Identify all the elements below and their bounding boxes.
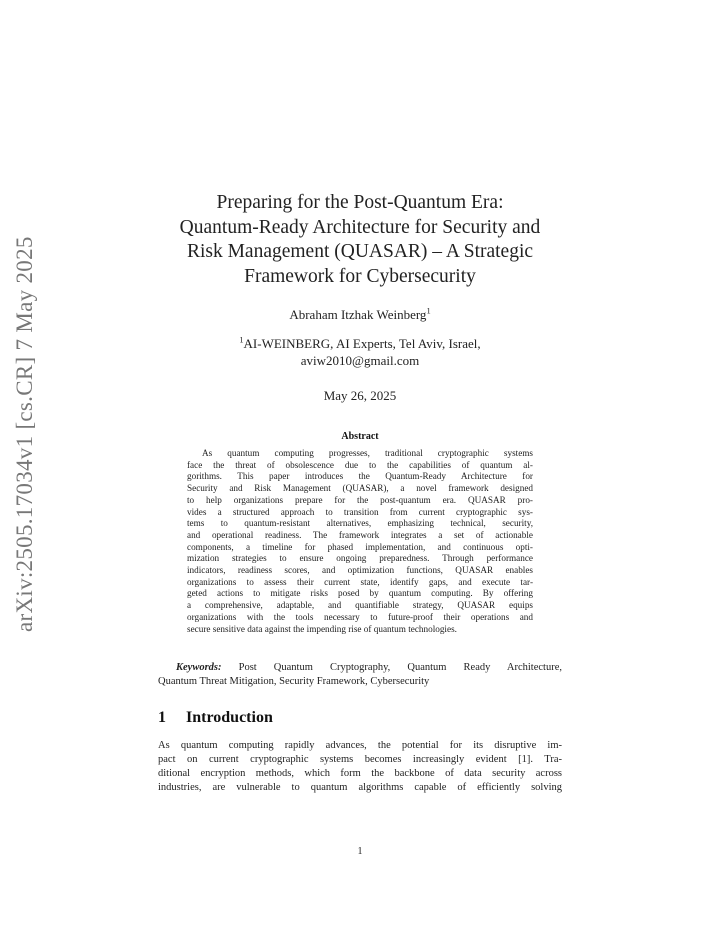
abstract-line: organizations to assess their current state, identify gaps, and execute tar- [187,576,533,587]
paper-date: May 26, 2025 [323,388,397,403]
author-name: Abraham Itzhak Weinberg [289,307,427,322]
abstract-line: components, a timeline for phased implementation, and continuous opti- [187,541,533,552]
body-line: industries, are vulnerable to quantum algorithms capable of efficiently solving [158,782,562,793]
arxiv-identifier-stamp[interactable]: arXiv:2505.17034v1 [cs.CR] 7 May 2025 [12,236,37,632]
abstract-body [187,448,533,635]
author-affiliation-mark: 1 [426,305,431,316]
abstract-line: and operational readiness. The framework integrates a set of actionable [187,529,533,540]
paper-title [160,191,560,289]
keywords-line: Quantum Threat Mitigation, Security Framework, Cybersecurity [158,676,430,687]
affiliation [160,335,560,369]
abstract-line: tems to quantum-resistant alternatives, emphasizing technical, security, [187,518,533,529]
abstract-line: mization strategies to ensure ongoing preparedness. Through performance [187,553,533,564]
abstract-line: indicators, readiness scores, and optimization functions, QUASAR enables [187,565,533,576]
affiliation-text: AI-WEINBERG, AI Experts, Tel Aviv, Israel, [243,336,481,351]
page-number: 1 [357,846,363,857]
abstract-line: secure sensitive data against the impending rise of quantum technologies. [187,623,457,634]
abstract-line: As quantum computing progresses, traditional cryptographic systems [202,448,533,458]
title-line: Quantum-Ready Architecture for Security and [179,216,541,238]
abstract-line: face the threat of obsolescence due to the capabilities of quantum al- [187,459,533,470]
keywords-block [158,661,562,689]
abstract-line: to help organizations prepare for the post-quantum era. QUASAR pro- [187,494,533,505]
body-line: ditional encryption methods, which form the backbone of data security across [158,768,562,779]
title-line: Preparing for the Post-Quantum Era: [216,192,504,213]
abstract-heading: Abstract [341,431,379,442]
abstract-line: vides a structured approach to transition from current cryptographic sys- [187,506,533,517]
abstract-line: a comprehensive, adaptable, and quantifiable strategy, QUASAR equips [187,600,533,611]
section-title-text: Introduction [186,709,273,726]
title-line: Framework for Cybersecurity [244,265,476,287]
abstract-line: organizations with the tools necessary to future-proof their operations and [187,611,533,622]
section-heading [158,709,562,727]
author-line [160,307,560,323]
body-line: pact on current cryptographic systems becomes increasingly evident [1]. Tra- [158,754,562,765]
author-email[interactable]: aviw2010@gmail.com [300,353,420,368]
keywords-text: Post Quantum Cryptography, Quantum Ready Architecture, [238,662,562,673]
title-line: Risk Management (QUASAR) – A Strategic [186,241,534,262]
body-line: As quantum computing rapidly advances, the potential for its disruptive im- [158,740,562,751]
keywords-line [158,661,562,675]
abstract-line: Security and Risk Management (QUASAR), a novel framework designed [187,483,533,494]
affiliation-mark: 1 [239,334,244,345]
abstract-line: gorithms. This paper introduces the Quantum-Ready Architecture for [187,471,533,482]
section-number: 1 [158,709,166,726]
affiliation-line [160,335,560,352]
section-body [158,739,562,795]
keywords-label: Keywords: [176,662,222,673]
abstract-line: geted actions to mitigate risks posed by quantum computing. By offering [187,588,533,599]
